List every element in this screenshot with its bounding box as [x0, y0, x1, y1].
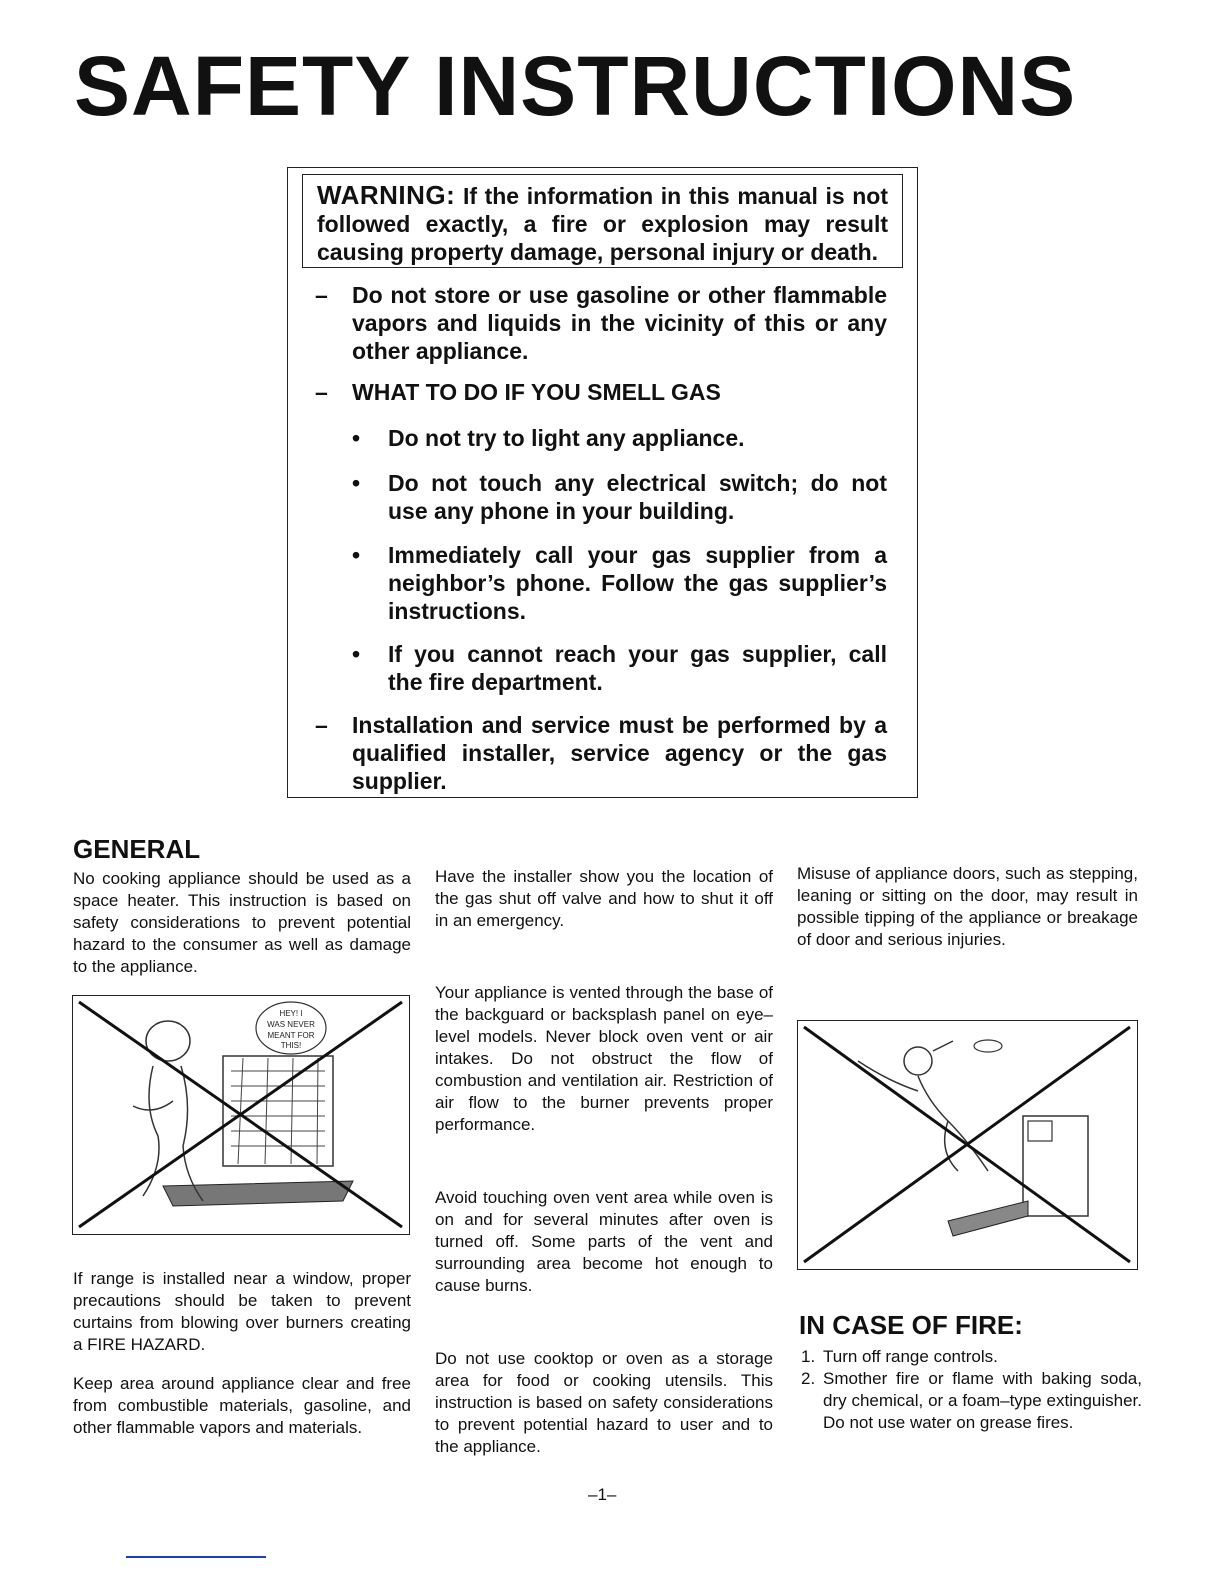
general-paragraph: If range is installed near a window, proper precautions should be taken to prevent curtains from blowing over burners creating a FIRE HAZARD.	[73, 1269, 411, 1354]
general-heading: GENERAL	[73, 834, 201, 864]
fire-step-number: 2.	[801, 1369, 816, 1388]
general-paragraph: Keep area around appliance clear and free from combustible materials, gasoline, and other flammable vapors and materials.	[73, 1374, 411, 1437]
gas-step-text: Immediately call your gas supplier from a neighbor’s phone. Follow the gas supplier’s instructions.	[388, 542, 887, 624]
gas-step	[352, 424, 887, 452]
general-paragraph: No cooking appliance should be used as a space heater. This instruction is based on safety considerations to prevent potential hazard to the consumer as well as damage to the appliance.	[73, 869, 411, 976]
warning-item	[315, 378, 887, 406]
fire-step-text: Turn off range controls.	[823, 1347, 998, 1366]
bullet-mark: •	[352, 641, 361, 667]
general-paragraph: Do not use cooktop or oven as a storage area for food or cooking utensils. This instruction is based on safety considerations to prevent potential hazard to user and to the appliance.	[435, 1349, 773, 1456]
fire-step	[801, 1346, 1142, 1368]
illustration-space-heater	[72, 995, 410, 1235]
dash-mark: –	[315, 282, 328, 308]
svg-text:HEY! I: HEY! I	[279, 1009, 303, 1018]
svg-text:MEANT FOR: MEANT FOR	[267, 1031, 315, 1040]
dash-mark: –	[315, 379, 328, 405]
warning-item	[315, 281, 887, 365]
bullet-mark: •	[352, 542, 361, 568]
fire-step	[801, 1368, 1142, 1434]
warning-header	[302, 174, 903, 268]
gas-step-text: Do not try to light any appliance.	[388, 425, 745, 451]
dash-mark: –	[315, 712, 328, 738]
warning-item-text: Installation and service must be performed by a qualified installer, service agency or the gas supplier.	[352, 712, 887, 794]
warning-item-text: WHAT TO DO IF YOU SMELL GAS	[352, 379, 721, 405]
bullet-mark: •	[352, 470, 361, 496]
warning-text: If the information in this manual is not followed exactly, a fire or explosion may result causing property damage, personal injury or death.	[317, 183, 889, 265]
gas-step	[352, 640, 887, 696]
page-number: –1–	[588, 1485, 617, 1504]
gas-step-text: If you cannot reach your gas supplier, call the fire department.	[388, 641, 887, 695]
fire-steps	[801, 1346, 1142, 1434]
warning-item	[315, 711, 887, 795]
illustration-door-misuse	[797, 1020, 1138, 1270]
fire-step-number: 1.	[801, 1347, 816, 1366]
bullet-mark: •	[352, 425, 361, 451]
gas-step	[352, 469, 887, 525]
svg-text:WAS NEVER: WAS NEVER	[267, 1020, 315, 1029]
fire-heading: IN CASE OF FIRE:	[799, 1310, 1023, 1340]
general-paragraph: Misuse of appliance doors, such as stepping, leaning or sitting on the door, may result in possible tipping of the appliance or breakage of door and serious injuries.	[797, 864, 1138, 949]
warning-label: WARNING:	[317, 180, 456, 210]
fire-step-text: Smother fire or flame with baking soda, dry chemical, or a foam–type extinguisher. Do not use water on grease fires.	[823, 1369, 1142, 1432]
divider	[126, 1556, 266, 1558]
warning-item-text: Do not store or use gasoline or other flammable vapors and liquids in the vicinity of this or any other appliance.	[352, 282, 887, 364]
general-paragraph: Have the installer show you the location of the gas shut off valve and how to shut it off in an emergency.	[435, 867, 773, 930]
gas-step-text: Do not touch any electrical switch; do not use any phone in your building.	[388, 470, 887, 524]
page-title: SAFETY INSTRUCTIONS	[74, 39, 1077, 133]
svg-text:THIS!: THIS!	[280, 1041, 302, 1050]
general-paragraph: Avoid touching oven vent area while oven is on and for several minutes after oven is turned off. Some parts of the vent and surrounding area become hot enough to cause burns.	[435, 1188, 773, 1295]
general-paragraph: Your appliance is vented through the base of the backguard or backsplash panel on eye–level models. Never block oven vent or air intakes. Do not obstruct the flow of combustion and ventilation air. Restriction of air flow to the burner prevents proper performance.	[435, 983, 773, 1134]
gas-step	[352, 541, 887, 625]
